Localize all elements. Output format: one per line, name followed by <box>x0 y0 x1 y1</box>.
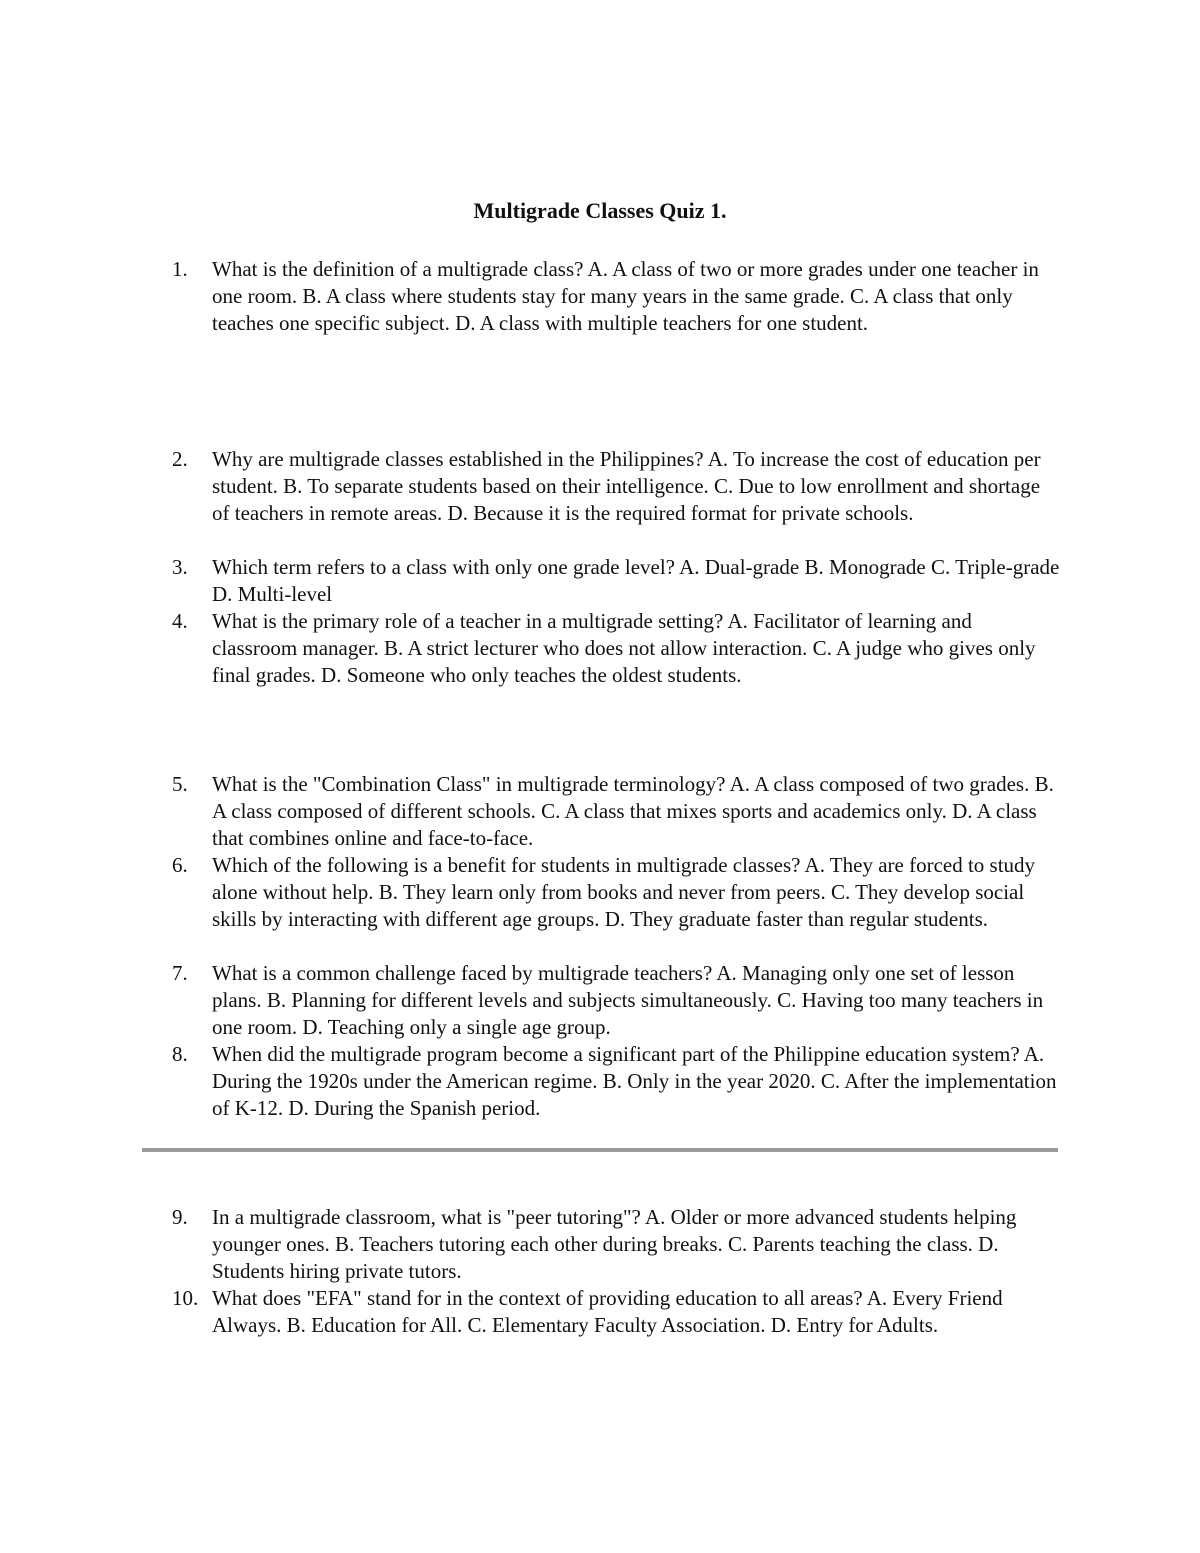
question-text: What is a common challenge faced by multigrade teachers? A. Managing only one set of lesson plans. B. Planning for different levels and subjects simultaneously. C. Having too many teachers in one room. D. Teaching only a single age group. <box>212 961 1044 1039</box>
question-text: Which term refers to a class with only one grade level? A. Dual-grade B. Monograde C. Triple-grade D. Multi-level <box>212 555 1060 606</box>
question-number: 9. <box>172 1205 188 1229</box>
question-text: In a multigrade classroom, what is "peer tutoring"? A. Older or more advanced students helping younger ones. B. Teachers tutoring each other during breaks. C. Parents teaching the class. D. Students hiring private tutors. <box>212 1205 1017 1283</box>
question-text: What is the "Combination Class" in multigrade terminology? A. A class composed of two grades. B. A class composed of different schools. C. A class that mixes sports and academics only. D. A class that combines online and face-to-face. <box>212 772 1054 850</box>
question-number: 8. <box>172 1042 188 1066</box>
question-number: 7. <box>172 961 188 985</box>
question-number: 6. <box>172 853 188 877</box>
question-number: 1. <box>172 257 188 281</box>
question-number: 3. <box>172 555 188 579</box>
question-text: Which of the following is a benefit for students in multigrade classes? A. They are forced to study alone without help. B. They learn only from books and never from peers. C. They develop social skills by interacting with different age groups. D. They graduate faster than regular students. <box>212 853 1036 931</box>
question-number: 4. <box>172 609 188 633</box>
question-number: 10. <box>172 1286 199 1310</box>
page-title: Multigrade Classes Quiz 1. <box>473 198 727 223</box>
question-text: When did the multigrade program become a significant part of the Philippine education system? A. During the 1920s under the American regime. B. Only in the year 2020. C. After the implementation of K-12. D. During the Spanish period. <box>212 1042 1057 1120</box>
question-number: 5. <box>172 772 188 796</box>
question-text: What does "EFA" stand for in the context of providing education to all areas? A. Every Friend Always. B. Education for All. C. Elementary Faculty Association. D. Entry for Adults. <box>212 1286 1003 1337</box>
question-number: 2. <box>172 447 188 471</box>
question-text: Why are multigrade classes established in the Philippines? A. To increase the cost of education per student. B. To separate students based on their intelligence. C. Due to low enrollment and shortage of teachers in remote areas. D. Because it is the required format for private schools. <box>212 447 1041 525</box>
question-text: What is the definition of a multigrade class? A. A class of two or more grades under one teacher in one room. B. A class where students stay for many years in the same grade. C. A class that only teaches one specific subject. D. A class with multiple teachers for one student. <box>212 257 1039 335</box>
question-text: What is the primary role of a teacher in a multigrade setting? A. Facilitator of learning and classroom manager. B. A strict lecturer who does not allow interaction. C. A judge who gives only final grades. D. Someone who only teaches the oldest students. <box>212 609 1036 687</box>
section-divider <box>142 1148 1058 1152</box>
